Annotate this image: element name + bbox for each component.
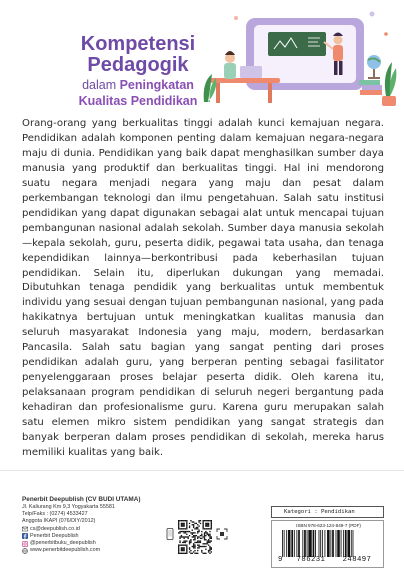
publisher-info bbox=[22, 495, 182, 554]
qr-code[interactable] bbox=[178, 520, 212, 554]
publisher-website-row bbox=[22, 547, 182, 554]
email-icon bbox=[22, 526, 28, 532]
instagram-icon bbox=[22, 541, 28, 547]
barcode bbox=[282, 530, 378, 557]
publisher-instagram-row bbox=[22, 540, 182, 547]
barcode-digit-first: 9 bbox=[278, 556, 283, 564]
barcode-digit-group-1: 786231 bbox=[296, 556, 326, 564]
publisher-instagram[interactable]: @penerbitbuku_deepublish bbox=[30, 540, 96, 547]
subtitle-prefix: dalam bbox=[82, 78, 117, 92]
footer-divider bbox=[0, 470, 404, 471]
subtitle-accent: Peningkatan bbox=[119, 78, 194, 92]
publisher-facebook[interactable]: Penerbit Deepublish bbox=[30, 532, 79, 539]
category-label: Kategori : Pendidikan bbox=[271, 506, 384, 518]
qr-scan-frame-icon bbox=[216, 528, 228, 540]
publisher-email-row bbox=[22, 526, 182, 533]
back-cover-blurb: Orang-orang yang berkualitas tinggi adalah kunci kemajuan negara. Pendidikan adalah komponen penting dalam kemajuan negara-negara maju di dunia. Pendidikan yang baik dapat menghasilkan sumber daya manusia yang produktif dan berkualitas tinggi. Hal ini mendorong suatu negara menjadi negara yang maju dan pesat dalam perkembangan teknologi dan ilmu pengetahuan. Salah satu institusi pendidikan yang dapat digunakan sebagai alat untuk mencapai tujuan pembangunan nasional adalah sekolah. Sumber daya manusia sekolah—kepala sekolah, guru, peserta didik, pegawai tata usaha, dan tenaga kependidikan lainnya—berkontribusi pada keberhasilan tujuan pendidikan. Selain itu, diperlukan dukungan yang memadai. Dibutuhkan tenaga pendidik yang berkualitas untuk membentuk individu yang sesuai dengan tujuan pembangunan nasional, yang pada hakikatnya bertujuan untuk meningkatkan kualitas manusia dan seluruh masyarakat Indonesia yang maju, modern, berdasarkan Pancasila. Salah satu bagian yang sangat penting dari proses pendidikan adalah guru, yang berperan penting sebagai fasilitator penyelenggaraan proses belajar peserta didik. Oleh karena itu, pelaksanaan program pendidikan di seluruh negeri bergantung pada kehadiran dan profesionalisme guru. Karena guru merupakan salah satu elemen mikro sistem pendidikan yang sangat strategis dan banyak berperan dalam proses pendidikan di sekolah, mereka harus memiliki kualitas yang baik. bbox=[22, 118, 384, 458]
publisher-name: Penerbit Deepublish (CV BUDI UTAMA) bbox=[22, 496, 141, 503]
subtitle-line-2: Kualitas Pendidikan bbox=[78, 94, 198, 108]
publisher-address: Jl. Kaliurang Km 9,3 Yogyakarta 55581 bbox=[22, 504, 115, 510]
isbn-number: ISBN 978-623-124-849-7 (PDF) bbox=[296, 523, 361, 528]
facebook-icon bbox=[22, 533, 28, 539]
title-line-1: Kompetensi bbox=[80, 33, 196, 55]
publisher-membership: Anggota IKAPI (076/DIY/2012) bbox=[22, 518, 96, 525]
barcode-digits bbox=[278, 556, 380, 564]
publisher-website[interactable]: www.penerbitdeepublish.com bbox=[30, 547, 101, 554]
barcode-digit-group-2: 248497 bbox=[342, 556, 372, 564]
publisher-facebook-row bbox=[22, 533, 182, 540]
isbn-barcode-box bbox=[271, 520, 384, 568]
publisher-phone: Telp/Faks : (0274) 4533427 bbox=[22, 511, 88, 518]
title-line-2: Pedagogik bbox=[87, 54, 189, 76]
classroom-illustration bbox=[196, 4, 400, 110]
globe-icon bbox=[22, 548, 28, 554]
scan-phone-icon bbox=[164, 528, 176, 540]
publisher-email[interactable]: cs@deepublish.co.id bbox=[30, 525, 80, 532]
